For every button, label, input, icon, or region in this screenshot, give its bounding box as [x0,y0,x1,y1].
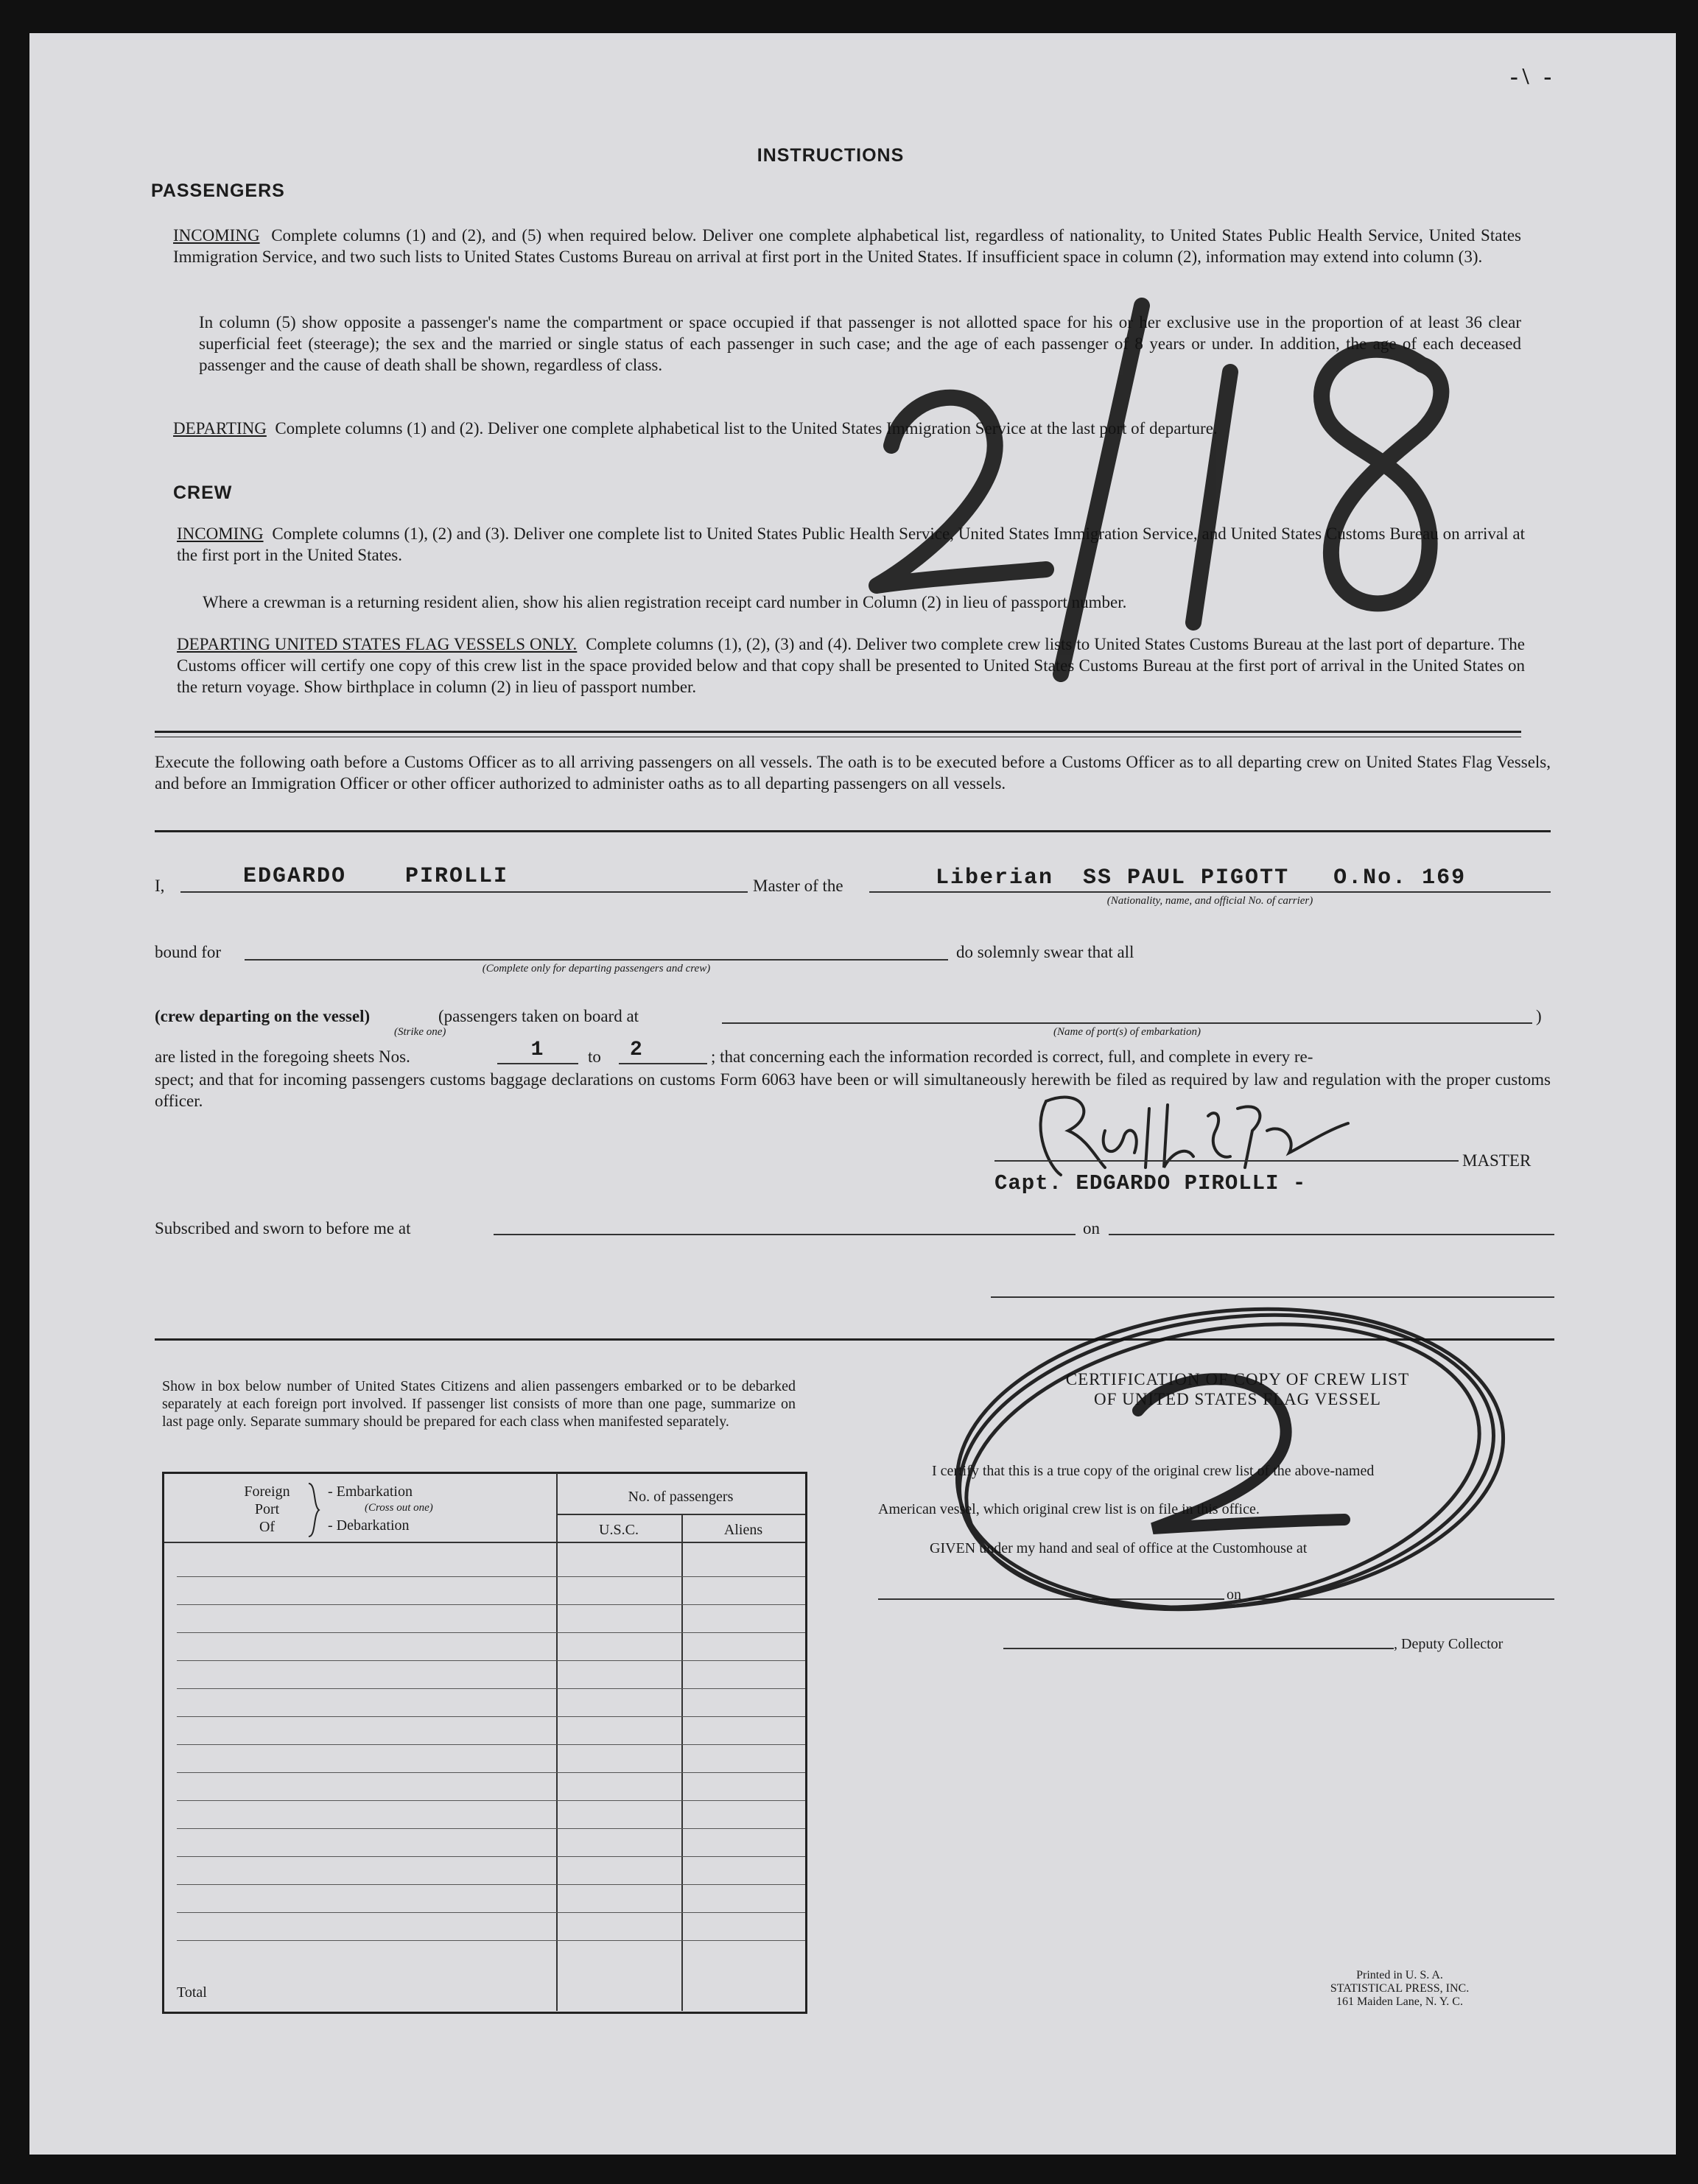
crew-departing-choice: (crew departing on the vessel) [155,1007,371,1025]
handwritten-2-18 [862,276,1495,703]
certification-line-1: I certify that this is a true copy of the original crew list of the above-named [932,1463,1375,1479]
crew-heading: CREW [173,482,233,503]
table-row-line [177,1604,805,1605]
table-row-line [177,1576,805,1577]
ports-caption: (Name of port(s) of embarkation) [1053,1026,1201,1038]
deputy-signature-line [1003,1648,1394,1649]
foreign-port-of-label [232,1483,302,1536]
table-row-line [177,1912,805,1913]
handwritten-circled-2 [932,1285,1521,1639]
master-name-line [180,891,748,893]
departing-label: DEPARTING [173,419,267,438]
certification-on-label: on [1227,1587,1241,1603]
table-subheader-line [556,1514,805,1515]
printer-name: STATISTICAL PRESS, INC. [1330,1982,1470,1995]
crew-incoming-text: Complete columns (1), (2) and (3). Deliver one complete list to United States Public Health Service, United States Immigration Service, and United States Customs Bureau on arrival at the first port in the United States. [177,524,1526,564]
swear-text: do solemnly swear that all [956,943,1134,961]
passengers-incoming-paragraph [173,225,1521,267]
close-paren: ) [1536,1007,1542,1025]
embarkation-label: - Embarkation [328,1483,413,1500]
debarkation-label: - Debarkation [328,1517,410,1534]
no-passengers-header: No. of passengers [628,1489,734,1505]
sheet-from-line [497,1063,578,1064]
table-row-line [177,1688,805,1689]
master-of-label: Master of the [753,877,843,895]
crew-resident-paragraph: Where a crewman is a returning resident alien, show his alien registration receipt card number in Column (2) in lieu of passport number. [203,593,1127,611]
passengers-taken-text: (passengers taken on board at [438,1007,639,1025]
table-row-line [177,1632,805,1633]
subscribed-label: Subscribed and sworn to before me at [155,1219,411,1237]
table-row-line [177,1716,805,1717]
listed-text-a: are listed in the foregoing sheets Nos. [155,1047,410,1066]
table-row-line [177,1884,805,1885]
captain-typed-name: Capt. EDGARDO PIROLLI - [994,1171,1307,1195]
subscribed-on-label: on [1083,1219,1100,1237]
certification-title-2: OF UNITED STATES FLAG VESSEL [1094,1390,1381,1408]
vessel-details: Liberian SS PAUL PIGOTT O.No. 169 [936,865,1467,891]
table-divider-counts [681,1514,683,2011]
certification-line-3: GIVEN under my hand and seal of office at the Customhouse at [930,1540,1308,1556]
table-row-line [177,1828,805,1829]
table-row-line [177,1772,805,1773]
table-row-line [177,1660,805,1661]
crew-departing-text: Complete columns (1), (2), (3) and (4). Deliver two complete crew lists to United States Customs Bureau at the last port of departure. The Customs officer will certify one copy of this crew list in the space provided below and that copy shall be presented to United States Customs Bureau at the first port of arrival in the United States on the return voyage. Show birthplace in column (2) in lieu of passport number. [177,635,1526,696]
column5-paragraph: In column (5) show opposite a passenger's name the compartment or space occupied if that passenger is not allotted space for his or her exclusive use in the proportion of at least 36 clear superficial feet (steerage); the sex and the married or single status of each passenger in such case; and the age of each passenger of 8 years or under. In addition, the age of each deceased passenger and the cause of death shall be shown, regardless of class. [199,313,1521,374]
summary-table [162,1472,807,2014]
certification-line-2: American vessel, which original crew list is on file in this office. [878,1501,1260,1517]
foreign-label: Foreign [244,1483,290,1500]
vessel-caption: (Nationality, name, and official No. of carrier) [1106,895,1313,907]
table-row-line [177,1940,805,1941]
to-label: to [588,1047,601,1066]
sheet-to: 2 [630,1039,644,1061]
brace-icon [306,1481,323,1539]
ports-line [722,1022,1532,1024]
vessel-line [869,891,1551,893]
summary-note: Show in box below number of United States Citizens and alien passengers embarked or to be debarked separately at each foreign port involved. If passenger list consists of more than one page, summarize on last page only. Separate summary should be prepared for each class when manifested separately. [162,1378,796,1430]
certification-title-1: CERTIFICATION OF COPY OF CREW LIST [1065,1370,1410,1388]
oath-rule [155,830,1551,832]
table-row-line [177,1856,805,1857]
crew-departing-label: DEPARTING UNITED STATES FLAG VESSELS ONLY. [177,635,578,653]
usc-header: U.S.C. [599,1522,639,1538]
table-divider-ports [556,1473,558,2011]
aliens-header: Aliens [723,1522,763,1538]
master-signature-line [994,1160,1459,1162]
incoming-text: Complete columns (1) and (2), and (5) when required below. Deliver one complete alphabetical list, regardless of nationality, to United States Public Health Service, United States Immigration Service, and two such lists to United States Customs Bureau on arrival at first port in the United States. If insufficient space in column (2), information may extend into column (3). [173,226,1521,266]
port-label: Port [254,1501,280,1517]
master-name: EDGARDO PIROLLI [243,864,509,889]
printer-imprint [1289,1969,1510,2009]
crew-incoming-label: INCOMING [177,524,264,543]
cross-out-caption: (Cross out one) [365,1502,433,1514]
subscribed-date-line [1109,1234,1554,1235]
printer-address: 161 Maiden Lane, N. Y. C. [1336,1995,1463,2008]
document-page [29,33,1676,2155]
subscribed-place-line [494,1234,1076,1235]
of-label: Of [259,1519,276,1535]
oath-intro: Execute the following oath before a Customs Officer as to all arriving passengers on all vessels. The oath is to be executed before a Customs Officer as to all departing crew on United States Flag Vessels, and before an Immigration Officer or other officer authorized to administer oaths as to all departing passengers on all vessels. [155,753,1551,793]
incoming-label: INCOMING [173,226,260,245]
instructions-title: INSTRUCTIONS [757,145,905,166]
sheet-to-line [619,1063,707,1064]
table-header-line [164,1542,805,1543]
strike-caption: (Strike one) [394,1026,446,1038]
table-row-line [177,1800,805,1801]
deputy-collector-label: , Deputy Collector [1394,1636,1504,1652]
crew-departing-oath [155,1007,370,1026]
i-label: I, [155,877,165,895]
master-label: MASTER [1462,1151,1532,1170]
corner-marks: -\ - [1510,63,1557,89]
bound-for-label: bound for [155,943,222,961]
sheet-from: 1 [530,1039,545,1061]
bound-for-line [245,959,948,961]
printed-in-usa: Printed in U. S. A. [1356,1969,1443,1981]
passengers-heading: PASSENGERS [151,180,285,201]
total-label: Total [177,1984,207,2001]
separator-rule [155,731,1521,733]
listed-text-c: spect; and that for incoming passengers customs baggage declarations on customs Form 6063 have been or will simultaneously herewith be filed as required by law and regulation with the proper customs officer. [155,1070,1551,1110]
listed-text-b: ; that concerning each the information recorded is correct, full, and complete in every re- [711,1047,1313,1066]
departing-text: Complete columns (1) and (2). Deliver one complete alphabetical list to the United States Immigration Service at the last port of departure. [275,419,1218,438]
table-row-line [177,1744,805,1745]
bound-for-caption: (Complete only for departing passengers and crew) [482,963,711,975]
